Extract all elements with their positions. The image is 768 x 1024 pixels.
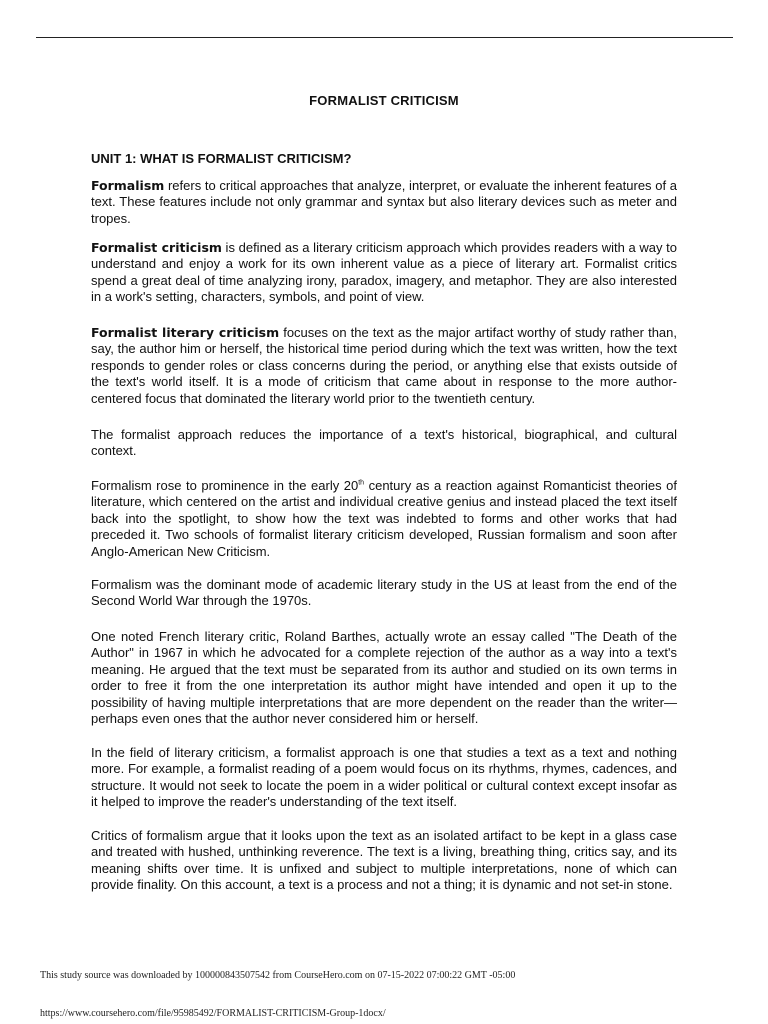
unit-heading: UNIT 1: WHAT IS FORMALIST CRITICISM? <box>91 151 352 166</box>
document-title: FORMALIST CRITICISM <box>309 93 459 108</box>
top-divider <box>36 37 733 38</box>
term-formalist-literary-criticism: Formalist literary criticism <box>91 325 280 340</box>
paragraph-rise: Formalism rose to prominence in the early 20th century as a reaction against Romanticist theories of literature, which centered on the artist and individual creative genius and instead placed the text itself back into the spotlight, to show how the text was indebted to forms and other works that had preceded it. Two schools of formalist literary criticism developed, Russian formalism and soon after Anglo-American New Criticism. <box>91 478 677 559</box>
source-url[interactable]: https://www.coursehero.com/file/95985492/FORMALIST-CRITICISM-Group-1docx/ <box>40 1008 386 1019</box>
paragraph-critics: Critics of formalism argue that it looks upon the text as an isolated artifact to be kept in a glass case and treated with hushed, unthinking reverence. The text is a living, breathing thing, critics say, and its meaning shifts over time. It is unfixed and subject to multiple interpretations, none of which can provide finality. On this account, a text is a process and not a thing; it is dynamic and not set-in stone. <box>91 828 677 893</box>
download-notice: This study source was downloaded by 100000843507542 from CourseHero.com on 07-15-2022 07:00:22 GMT -05:00 <box>40 970 516 981</box>
paragraph-formalism: Formalism refers to critical approaches that analyze, interpret, or evaluate the inherent features of a text. These features include not only grammar and syntax but also literary devices such as meter and tropes. <box>91 178 677 226</box>
paragraph-formalist-literary-criticism: Formalist literary criticism focuses on the text as the major artifact worthy of study rather than, say, the author him or herself, the historical time period during which the text was written, how the text responds to gender roles or class concerns during the period, or anything else that exists outside of the text's world itself. It is a mode of criticism that came about in response to the more author-centered focus that dominated the literary world prior to the twentieth century. <box>91 325 677 406</box>
term-formalism: Formalism <box>91 178 165 193</box>
paragraph-barthes: One noted French literary critic, Roland Barthes, actually wrote an essay called "The Death of the Author" in 1967 in which he advocated for a complete rejection of the author as a way into a text's meaning. He argued that the text must be separated from its author and studied on its own terms in order to free it from the one interpretation its author might have intended and open it up to the possibility of having multiple interpretations that are more dependent on the reader than the writer—perhaps even ones that the author never considered him or herself. <box>91 629 677 727</box>
term-formalist-criticism: Formalist criticism <box>91 240 222 255</box>
paragraph-field: In the field of literary criticism, a formalist approach is one that studies a text as a text and nothing more. For example, a formalist reading of a poem would focus on its rhythms, rhymes, cadences, and structure. It would not seek to locate the poem in a wider political or cultural context except insofar as it helped to improve the reader's understanding of the text itself. <box>91 745 677 810</box>
paragraph-dominant-mode: Formalism was the dominant mode of academic literary study in the US at least from the end of the Second World War through the 1970s. <box>91 577 677 609</box>
paragraph-formalist-criticism: Formalist criticism is defined as a literary criticism approach which provides readers with a way to understand and enjoy a work for its own inherent value as a piece of literary art. Formalist critics spend a great deal of time analyzing irony, paradox, imagery, and metaphor. They are also interested in a work's setting, characters, symbols, and point of view. <box>91 240 677 305</box>
paragraph-approach: The formalist approach reduces the importance of a text's historical, biographical, and cultural context. <box>91 427 677 459</box>
